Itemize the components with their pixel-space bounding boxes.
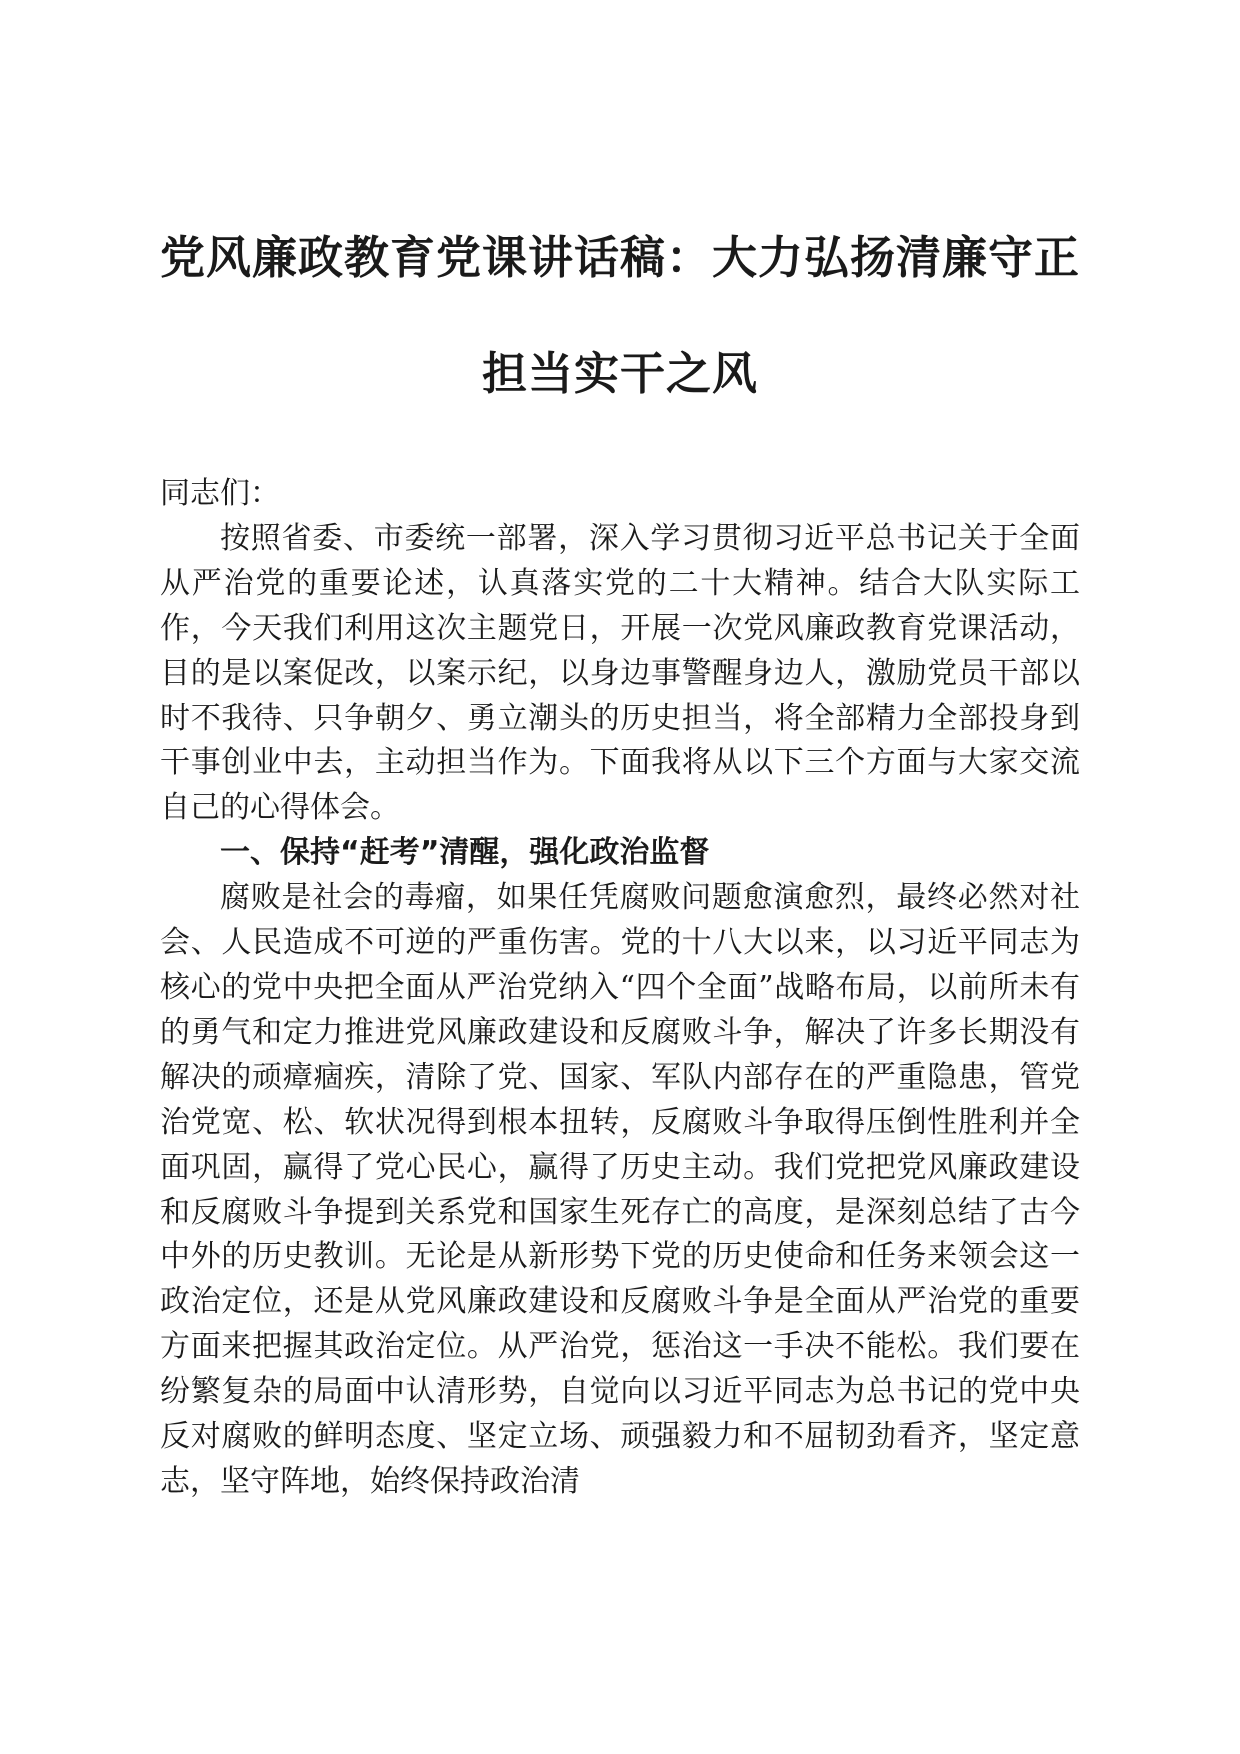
salutation: 同志们： (160, 476, 280, 511)
paragraph-intro: 按照省委、市委统一部署，深入学习贯彻习近平总书记关于全面从严治党的重要论述，认真落实党的二十大精神。结合大队实际工作，今天我们利用这次主题党日，开展一次党风廉政教育党课活动，目的是以案促改，以案示纪，以身边事警醒身边人，激励党员干部以时不我待、只争朝夕、勇立潮头的历史担当，将全部精力全部投身到干事创业中去，主动担当作为。下面我将从以下三个方面与大家交流自己的心得体会。 (160, 520, 1080, 826)
document-body (160, 472, 1080, 1505)
section-heading-1: 一、保持“赶考”清醒，强化政治监督 (220, 835, 710, 871)
document-title-line2: 担当实干之风 (481, 347, 758, 400)
document-title-line1: 党风廉政教育党课讲话稿：大力弘扬清廉守正 (159, 231, 1080, 284)
paragraph-section1: 腐败是社会的毒瘤，如果任凭腐败问题愈演愈烈，最终必然对社会、人民造成不可逆的严重伤害。党的十八大以来，以习近平同志为核心的党中央把全面从严治党纳入“四个全面”战略布局，以前所未有的勇气和定力推进党风廉政建设和反腐败斗争，解决了许多长期没有解决的顽瘴痼疾，清除了党、国家、军队内部存在的严重隐患，管党治党宽、松、软状况得到根本扭转，反腐败斗争取得压倒性胜利并全面巩固，赢得了党心民心，赢得了历史主动。我们党把党风廉政建设和反腐败斗争提到关系党和国家生死存亡的高度，是深刻总结了古今中外的历史教训。无论是从新形势下党的历史使命和任务来领会这一政治定位，还是从党风廉政建设和反腐败斗争是全面从严治党的重要方面来把握其政治定位。从严治党，惩治这一手决不能松。我们要在纷繁复杂的局面中认清形势，自觉向以习近平同志为总书记的党中央反对腐败的鲜明态度、坚定立场、顽强毅力和不屈韧劲看齐，坚定意志，坚守阵地，始终保持政治清 (160, 880, 1080, 1499)
